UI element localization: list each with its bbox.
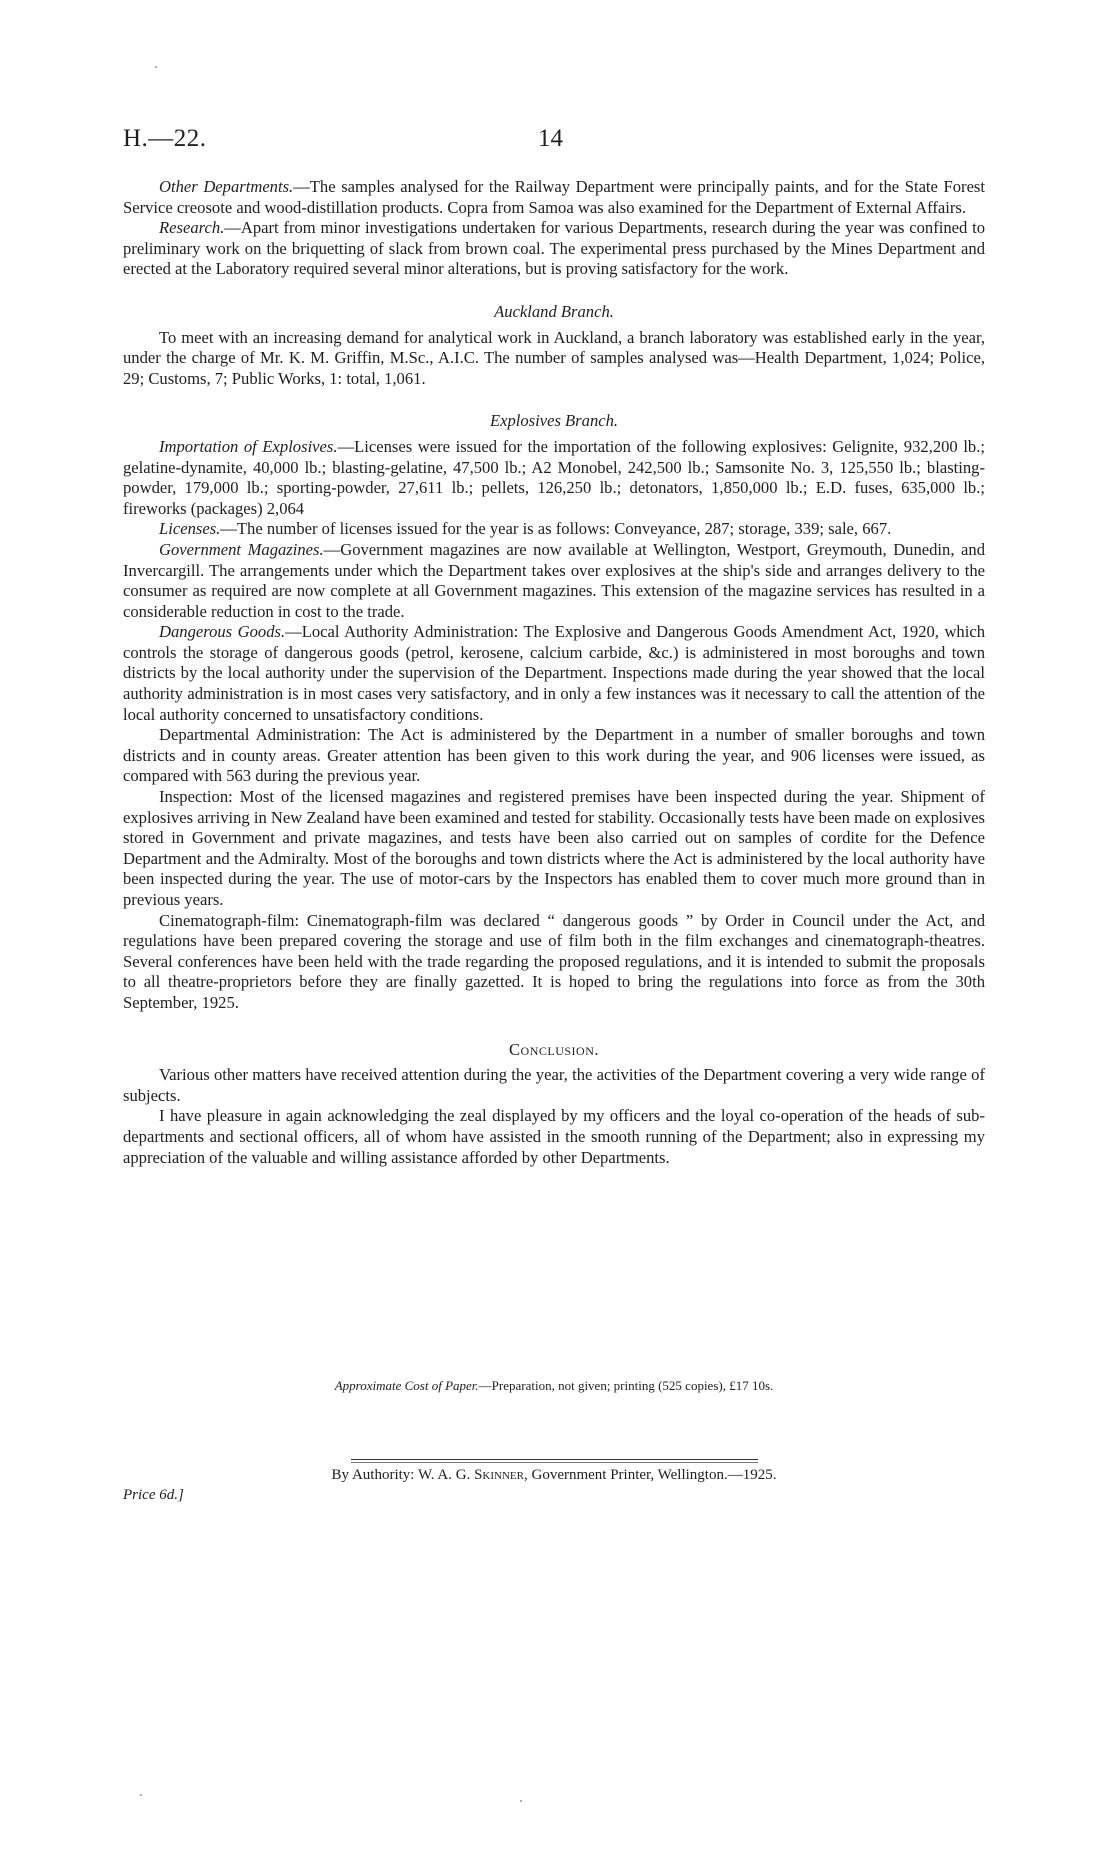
- authority-prefix: By Authority: W. A. G.: [331, 1467, 475, 1483]
- label-magazines: Government Magazines.: [159, 539, 324, 559]
- cost-of-paper: [123, 1378, 985, 1394]
- text-dangerous-goods: —Local Authority Administration: The Explosive and Dangerous Goods Amendment Act, 1920, which controls the storage of dangerous goods (petrol, kerosene, calcium carbide, &c.) is administered in most boroughs and town districts by the local authority under the supervision of the Department. Inspections made during the year showed that the local authority administration is in most cases very satisfactory, and in only a few instances was it necessary to call the attention of the local authority concerned to unsatisfactory conditions.: [123, 622, 985, 724]
- scan-speck: [520, 1800, 522, 1802]
- document-reference: H.—22.: [123, 125, 207, 152]
- paragraph-licenses: [123, 519, 985, 540]
- text-other-departments: —The samples analysed for the Railway Department were principally paints, and for the State Forest Service creosote and wood-distillation products. Copra from Samoa was also examined for the Department of External Affairs.: [123, 177, 986, 217]
- price: Price 6d.]: [123, 1487, 184, 1503]
- paragraph-other-departments: [123, 177, 985, 218]
- cost-label: Approximate Cost of Paper.: [334, 1378, 479, 1393]
- scan-speck: [155, 66, 157, 68]
- heading-conclusion: Conclusion.: [508, 1039, 600, 1059]
- page-header: [123, 125, 983, 159]
- label-other-departments: Other Departments.: [159, 177, 294, 196]
- heading-explosives-branch: Explosives Branch.: [489, 411, 619, 431]
- paragraph-cinematograph: Cinematograph-film: Cinematograph-film was declared “ dangerous goods ” by Order in Council under the Act, and regulations have been prepared covering the storage and use of film both in the film exchanges and cinematograph-theatres. Several conferences have been held with the trade regarding the proposed regulations, and it is intended to submit the proposals to all theatre-proprietors before they are finally gazetted. It is hoped to bring the regulations into force as from the 30th September, 1925.: [123, 910, 985, 1012]
- label-dangerous-goods: Dangerous Goods.: [159, 622, 286, 642]
- label-importation: Importation of Explosives.: [159, 436, 338, 456]
- heading-auckland-branch: Auckland Branch.: [494, 301, 614, 321]
- printer-name: Skinner: [474, 1467, 524, 1483]
- footer-rule: [351, 1459, 758, 1460]
- text-importation: —Licenses were issued for the importation of the following explosives: Gelignite, 932,200 lb.; gelatine-dynamite, 40,000 lb.; blasting-gelatine, 47,500 lb.; A2 Monobel, 242,500 lb.; Samsonite No. 3, 125,550 lb.; blasting-powder, 179,000 lb.; sporting-powder, 27,611 lb.; pellets, 126,250 lb.; detonators, 1,850,000 lb.; E.D. fuses, 635,000 lb.; fireworks (packages) 2,064: [123, 436, 985, 518]
- paragraph-conclusion-1: Various other matters have received attention during the year, the activities of the Department covering a very wide range of subjects.: [123, 1065, 985, 1105]
- label-licenses: Licenses.: [159, 519, 221, 539]
- paragraph-inspection: Inspection: Most of the licensed magazines and registered premises have been inspected during the year. Shipment of explosives arriving in New Zealand have been examined and tested for stability. Occasionally tests have been made on explosives stored in Government and private magazines, and tests have been also carried out on samples of cordite for the Defence Department and the Admiralty. Most of the boroughs and town districts where the Act is administered by the local authority have been inspected during the year. The use of motor-cars by the Inspectors has enabled them to cover much more ground than in previous years.: [123, 787, 985, 909]
- scan-speck: [140, 1794, 142, 1796]
- paragraph-conclusion-2: I have pleasure in again acknowledging the zeal displayed by my officers and the loyal co-operation of the heads of sub-departments and sectional officers, all of whom have assisted in the smooth running of the Department; also in expressing my appreciation of the valuable and willing assistance afforded by other Departments.: [123, 1106, 985, 1167]
- footer-rule-lower: [351, 1462, 758, 1463]
- paragraph-importation: [123, 437, 985, 519]
- text-research: —Apart from minor investigations undertaken for various Departments, research during the year was confined to preliminary work on the briquetting of slack from brown coal. The experimental press purchased by the Mines Department and erected at the Laboratory required several minor alterations, but is proving satisfactory for the work.: [123, 218, 985, 279]
- authority-suffix: , Government Printer, Wellington.—1925.: [523, 1467, 777, 1483]
- paragraph-dangerous-goods: [123, 622, 985, 725]
- paragraph-departmental-administration: Departmental Administration: The Act is administered by the Department in a number of smaller boroughs and town districts and in county areas. Greater attention has been given to this work during the year, and 906 licenses were issued, as compared with 563 during the previous year.: [123, 725, 985, 786]
- paragraph-research: [123, 218, 985, 280]
- text-magazines: —Government magazines are now available at Wellington, Westport, Greymouth, Dunedin, and Invercargill. The arrangements under which the Department takes over explosives at the ship's side and arranges delivery to the consumer as required are now complete at all Government magazines. This extension of the magazine services has resulted in a considerable reduction in cost to the trade.: [123, 539, 986, 621]
- paragraph-auckland: To meet with an increasing demand for analytical work in Auckland, a branch laboratory was established early in the year, under the charge of Mr. K. M. Griffin, M.Sc., A.I.C. The number of samples analysed was—Health Department, 1,024; Police, 29; Customs, 7; Public Works, 1: total, 1,061.: [123, 327, 985, 388]
- page-number: 14: [538, 125, 563, 152]
- printer-authority: [123, 1467, 985, 1484]
- text-licenses: —The number of licenses issued for the year is as follows: Conveyance, 287; storage, 339; sale, 667.: [220, 519, 892, 539]
- cost-text: —Preparation, not given; printing (525 copies), £17 10s.: [478, 1378, 774, 1393]
- body-text: [123, 177, 985, 1168]
- paragraph-magazines: [123, 540, 985, 622]
- label-research: Research.: [159, 218, 225, 238]
